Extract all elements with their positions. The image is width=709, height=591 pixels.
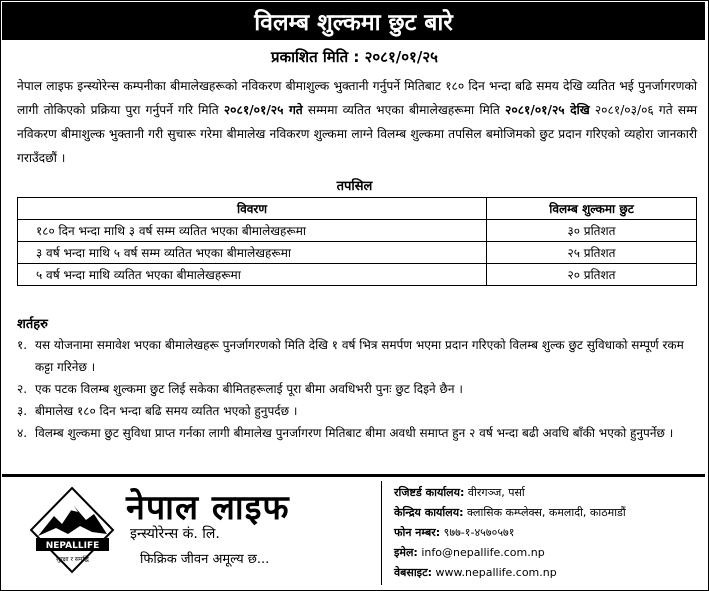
term-number: १. — [17, 338, 28, 352]
contact-label: वेबसाइट: — [394, 566, 433, 579]
table-header-discount: विलम्ब शुल्कमा छुट — [487, 198, 697, 220]
term-text: बीमालेख १८० दिन भन्दा बढि समय व्यतित भएको हुनुपर्दछ । — [35, 404, 298, 418]
contact-phone — [394, 525, 514, 540]
contact-label: फोन नम्बर: — [394, 526, 441, 539]
table-row — [18, 264, 697, 286]
contact-email — [394, 545, 545, 560]
contact-central-office — [394, 505, 626, 520]
table-cell-description: ५ वर्ष भन्दा माथि व्यतित भएका बीमालेखहरूमा — [18, 264, 487, 286]
list-item — [17, 378, 701, 400]
intro-part-1: नेपाल लाइफ इन्स्योरेन्स कम्पनीका बीमालेखहरूको नविकरण बीमाशुल्क भुक्तानी गर्नुपर्ने मितिबाट १८० दिन भन्दा बढि समय देखि व्यतित भई पुनर्जागरणको लागी तोकिएको प्रक्रिया पुरा गर्नुपर्ने गरि मिति — [17, 79, 697, 117]
table-cell-rate: ३० प्रतिशत — [487, 220, 697, 242]
brand-subtitle: इन्स्योरेन्स कं. लि. — [130, 526, 220, 542]
notice-title-bar — [2, 2, 705, 40]
table-row — [18, 220, 697, 242]
contact-value: info@nepallife.com.np — [421, 546, 545, 559]
term-text: एक पटक विलम्ब शुल्कमा छुट लिई सकेका बीमितहरूलाई पूरा बीमा अवधिभरी पुनः छुट दिइने छैन । — [35, 382, 463, 396]
table-cell-rate: २० प्रतिशत — [487, 264, 697, 286]
table-row — [18, 242, 697, 264]
term-number: ४. — [17, 426, 28, 440]
contact-label: रजिष्टर्ड कार्यालय: — [394, 486, 465, 499]
contact-box — [381, 481, 706, 585]
table-header-row — [18, 198, 697, 220]
table-cell-description: १८० दिन भन्दा माथि ३ वर्ष सम्म व्यतित भएका बीमालेखहरूमा — [18, 220, 487, 242]
term-number: २. — [17, 382, 28, 396]
terms-heading: शर्तहरु — [17, 317, 48, 332]
logo-text: NEPALLIFE — [45, 541, 100, 551]
table-cell-rate: २५ प्रतिशत — [487, 242, 697, 264]
terms-list — [17, 334, 701, 444]
tapasil-heading: तपसिल — [336, 179, 373, 194]
logo-tagline: सुरक्षा र समृद्धि — [56, 556, 89, 563]
table-cell-description: ३ वर्ष भन्दा माथि ५ वर्ष सम्म व्यतित भएका बीमालेखहरूमा — [18, 242, 487, 264]
list-item — [17, 334, 701, 378]
intro-bold-date-1: २०८१/०१/२५ गते — [223, 103, 303, 117]
discount-table — [17, 197, 697, 286]
contact-label: इमेल: — [394, 546, 418, 559]
intro-part-2: सम्ममा व्यतित भएका बीमालेखहरूमा मिति — [302, 103, 506, 117]
contact-website — [394, 565, 557, 580]
term-text: विलम्ब शुल्कमा छुट सुविधा प्राप्त गर्नका लागी बीमालेख पुनर्जागरण मितिबाट बीमा अवधी समाप्त हुन २ वर्ष भन्दा बढी अवधि बाँकी भएको हुनुपर्नेछ । — [35, 426, 674, 440]
notice-title: विलम्ब शुल्कमा छुट बारे — [254, 10, 453, 36]
term-number: ३. — [17, 404, 28, 418]
nepal-life-logo — [30, 486, 115, 576]
footer-divider — [2, 474, 705, 477]
contact-value: ९७७-१-४५७०५७१ — [443, 526, 515, 539]
term-text: यस योजनामा समावेश भएका बीमालेखहरू पुनर्जागरणको मिति देखि १ वर्ष भित्र समर्पण भएमा प्रदान गरिएको विलम्ब शुल्क छुट सुविधाको सम्पूर्ण रकम कट्टा गरिनेछ । — [35, 338, 684, 374]
mountain-logo-icon — [30, 486, 115, 576]
intro-bold-date-2: २०८१/०१/२५ देखि — [505, 103, 590, 117]
intro-paragraph — [17, 74, 697, 170]
contact-value: www.nepallife.com.np — [435, 566, 557, 579]
table-header-description: विवरण — [18, 198, 487, 220]
intro-part-3: २०८१/०३/०६ गते सम्म नविकरण बीमाशुल्क भुक्तानी गरी सुचारू गरेमा बीमालेख नविकरण शुल्कमा लाग्ने विलम्ब शुल्कमा तपसिल बमोजिमको छुट प्रदान गरिएको व्यहोरा जानकारी गराउँदछौं । — [17, 103, 698, 165]
contact-registered-office — [394, 485, 525, 500]
brand-slogan: फिक्रिक जीवन अमूल्य छ... — [140, 552, 270, 567]
list-item — [17, 422, 701, 444]
contact-label: केन्द्रिय कार्यालय: — [394, 506, 464, 519]
brand-name: नेपाल लाइफ — [126, 488, 290, 528]
published-date: प्रकाशित मिति : २०८१/०१/२५ — [271, 48, 438, 66]
contact-value: क्लासिक कम्प्लेक्स, कमलादी, काठमाडौं — [467, 506, 626, 519]
list-item — [17, 400, 701, 422]
contact-value: वीरगञ्ज, पर्सा — [467, 486, 525, 499]
